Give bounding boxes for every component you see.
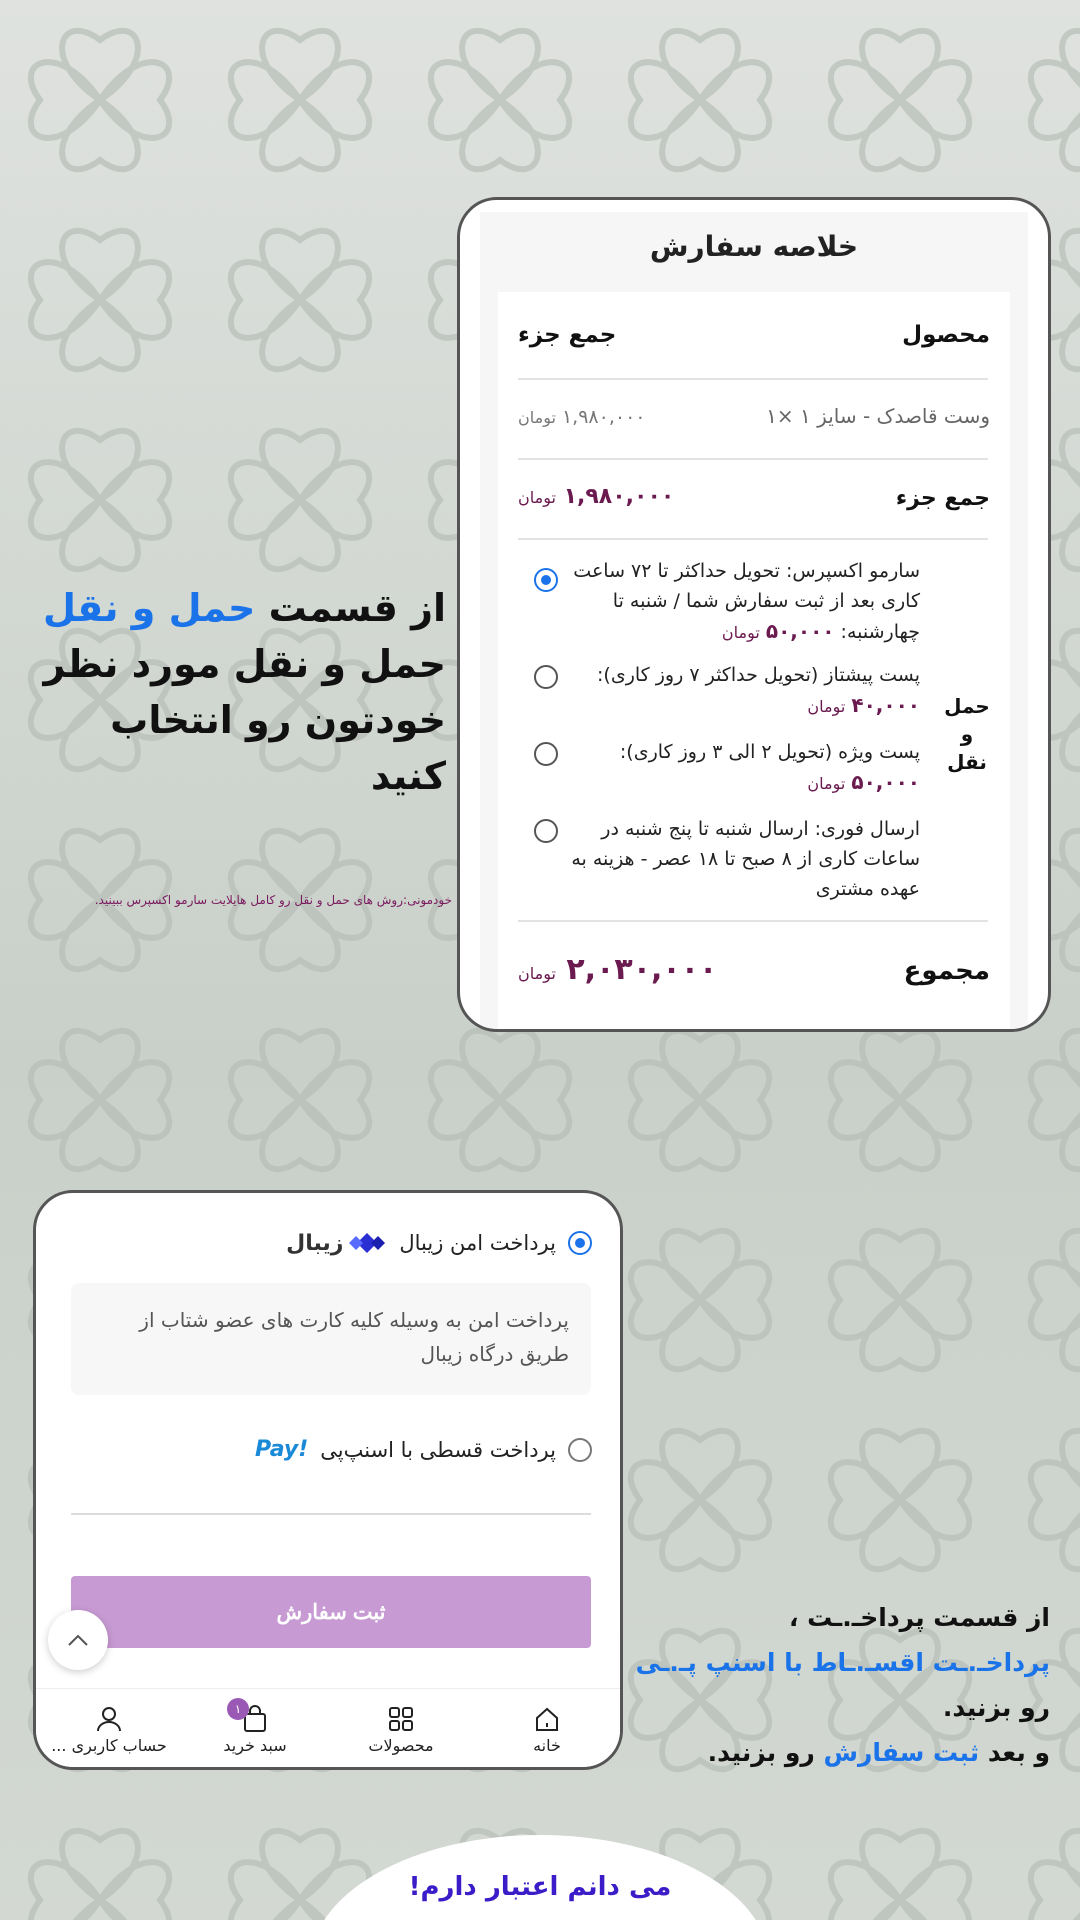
payment-snapp-label: پرداخت قسطی با اسنپ‌پی — [320, 1437, 556, 1462]
caption-line4-prefix: و بعد — [979, 1738, 1050, 1767]
column-subtotal-header: جمع جزء — [518, 322, 617, 348]
caption-line4-highlight: ثبت سفارش — [823, 1738, 980, 1767]
cart-count-badge: ۱ — [227, 1698, 249, 1720]
chevron-up-icon — [67, 1633, 89, 1647]
grid-icon — [386, 1704, 416, 1734]
payment-phone — [33, 1190, 623, 1770]
order-summary-panel — [480, 212, 1028, 1032]
nav-item-cart[interactable] — [185, 1704, 325, 1755]
column-product-header: محصول — [902, 322, 990, 348]
submit-order-button[interactable]: ثبت سفارش — [71, 1576, 591, 1648]
shipping-option-text: ارسال فوری: ارسال شنبه تا پنج شنبه در ساعات کاری از ۸ صبح تا ۱۸ عصر - هزینه به عهده مشتری — [571, 818, 920, 900]
zibal-description: پرداخت امن به وسیله کلیه کارت های عضو شتاب از طریق درگاه زیبال — [71, 1283, 591, 1395]
currency-label: تومان — [518, 408, 556, 427]
caption-prefix: از قسمت — [255, 586, 446, 630]
shipping-note: خودمونی:روش های حمل و نقل رو کامل هایلایت سارمو اکسپرس ببینید. — [94, 893, 452, 907]
nav-cart-label: سبد خرید — [223, 1736, 287, 1755]
shipping-option-price: ۴۰,۰۰۰ — [851, 693, 920, 717]
caption-highlight: حمل و نقل — [42, 586, 256, 630]
caption-rest: حمل و نقل مورد نظر خودتون رو انتخاب کنید — [43, 642, 446, 798]
currency-label: تومان — [518, 964, 556, 983]
snapppay-logo-icon: Pay! — [255, 1437, 309, 1462]
caption-line4-suffix: رو بزنید. — [707, 1738, 824, 1767]
bottom-navigation — [36, 1688, 620, 1770]
shipping-option-price: ۵۰,۰۰۰ — [765, 619, 835, 643]
zibal-logo-icon — [286, 1229, 387, 1257]
order-summary-title: خلاصه سفارش — [649, 230, 859, 263]
divider — [518, 538, 988, 540]
user-icon — [94, 1704, 124, 1734]
shipping-radio-vijeh[interactable] — [534, 742, 558, 766]
divider — [518, 458, 988, 460]
shipping-option-instant[interactable] — [540, 814, 920, 904]
shipping-option-price: ۵۰,۰۰۰ — [851, 770, 920, 794]
subtotal-amount: ۱,۹۸۰,۰۰۰ — [563, 484, 675, 509]
shipping-radio-express[interactable] — [534, 568, 558, 592]
divider — [518, 378, 988, 380]
item-price — [518, 406, 645, 428]
zibal-mark-icon — [347, 1229, 387, 1257]
payment-caption — [630, 1595, 1050, 1775]
shipping-label: حمل و نقل — [944, 694, 990, 774]
currency-label: تومان — [807, 774, 846, 793]
order-summary-phone — [457, 197, 1051, 1032]
nav-home-label: خانه — [533, 1736, 561, 1755]
currency-label: تومان — [807, 697, 846, 716]
scroll-to-top-button[interactable] — [48, 1610, 108, 1670]
payment-zibal-label: پرداخت امن زیبال — [399, 1231, 556, 1255]
caption-line3: رو بزنید. — [942, 1693, 1050, 1722]
divider — [71, 1513, 591, 1515]
shipping-option-text: پست ویژه (تحویل ۲ الی ۳ روز کاری): — [619, 741, 920, 763]
divider — [518, 920, 988, 922]
shipping-option-express[interactable] — [560, 556, 920, 648]
shipping-option-pishtaz[interactable] — [560, 660, 920, 722]
caption-line4 — [630, 1730, 1050, 1775]
order-summary-card — [498, 292, 1010, 1032]
home-icon — [532, 1704, 562, 1734]
payment-option-zibal[interactable] — [286, 1229, 592, 1257]
bubble-slogan: می دانم اعتبار دارم! — [408, 1872, 672, 1902]
item-name: وست قاصدک - سایز ۱ ×۱ — [766, 404, 990, 428]
zibal-logo-text: زیبال — [286, 1230, 344, 1256]
total-value — [518, 952, 717, 987]
payment-option-snapppay[interactable] — [255, 1437, 592, 1462]
currency-label: تومان — [518, 488, 556, 507]
nav-item-products[interactable] — [331, 1704, 471, 1755]
total-label: مجموع — [903, 956, 990, 986]
nav-products-label: محصولات — [368, 1736, 434, 1755]
shipping-option-vijeh[interactable] — [560, 737, 920, 799]
shipping-option-text: سارمو اکسپرس: تحویل حداکثر تا ۷۲ ساعت کاری بعد از ثبت سفارش شما / شنبه تا چهارشنبه: — [573, 560, 920, 643]
caption-line1: از قسمت پرداخـ.ـت ، — [788, 1603, 1050, 1632]
shipping-caption — [26, 580, 446, 804]
nav-item-home[interactable] — [477, 1704, 617, 1755]
nav-item-account[interactable] — [39, 1704, 179, 1755]
shipping-option-text: پست پیشتاز (تحویل حداکثر ۷ روز کاری): — [597, 664, 920, 686]
caption-line2: پرداخـ.ـت اقسـ.ـاط با اسنپ پـ.ـی — [635, 1648, 1050, 1677]
currency-label: تومان — [721, 623, 760, 642]
item-price-value: ۱,۹۸۰,۰۰۰ — [561, 406, 646, 428]
total-amount: ۲,۰۳۰,۰۰۰ — [566, 952, 718, 987]
subtotal-label: جمع جزء — [895, 486, 990, 511]
payment-radio-zibal[interactable] — [568, 1231, 592, 1255]
payment-radio-snapppay[interactable] — [568, 1438, 592, 1462]
nav-account-label: حساب کاربری ... — [51, 1736, 167, 1755]
shipping-radio-pishtaz[interactable] — [534, 665, 558, 689]
subtotal-value — [518, 484, 674, 509]
